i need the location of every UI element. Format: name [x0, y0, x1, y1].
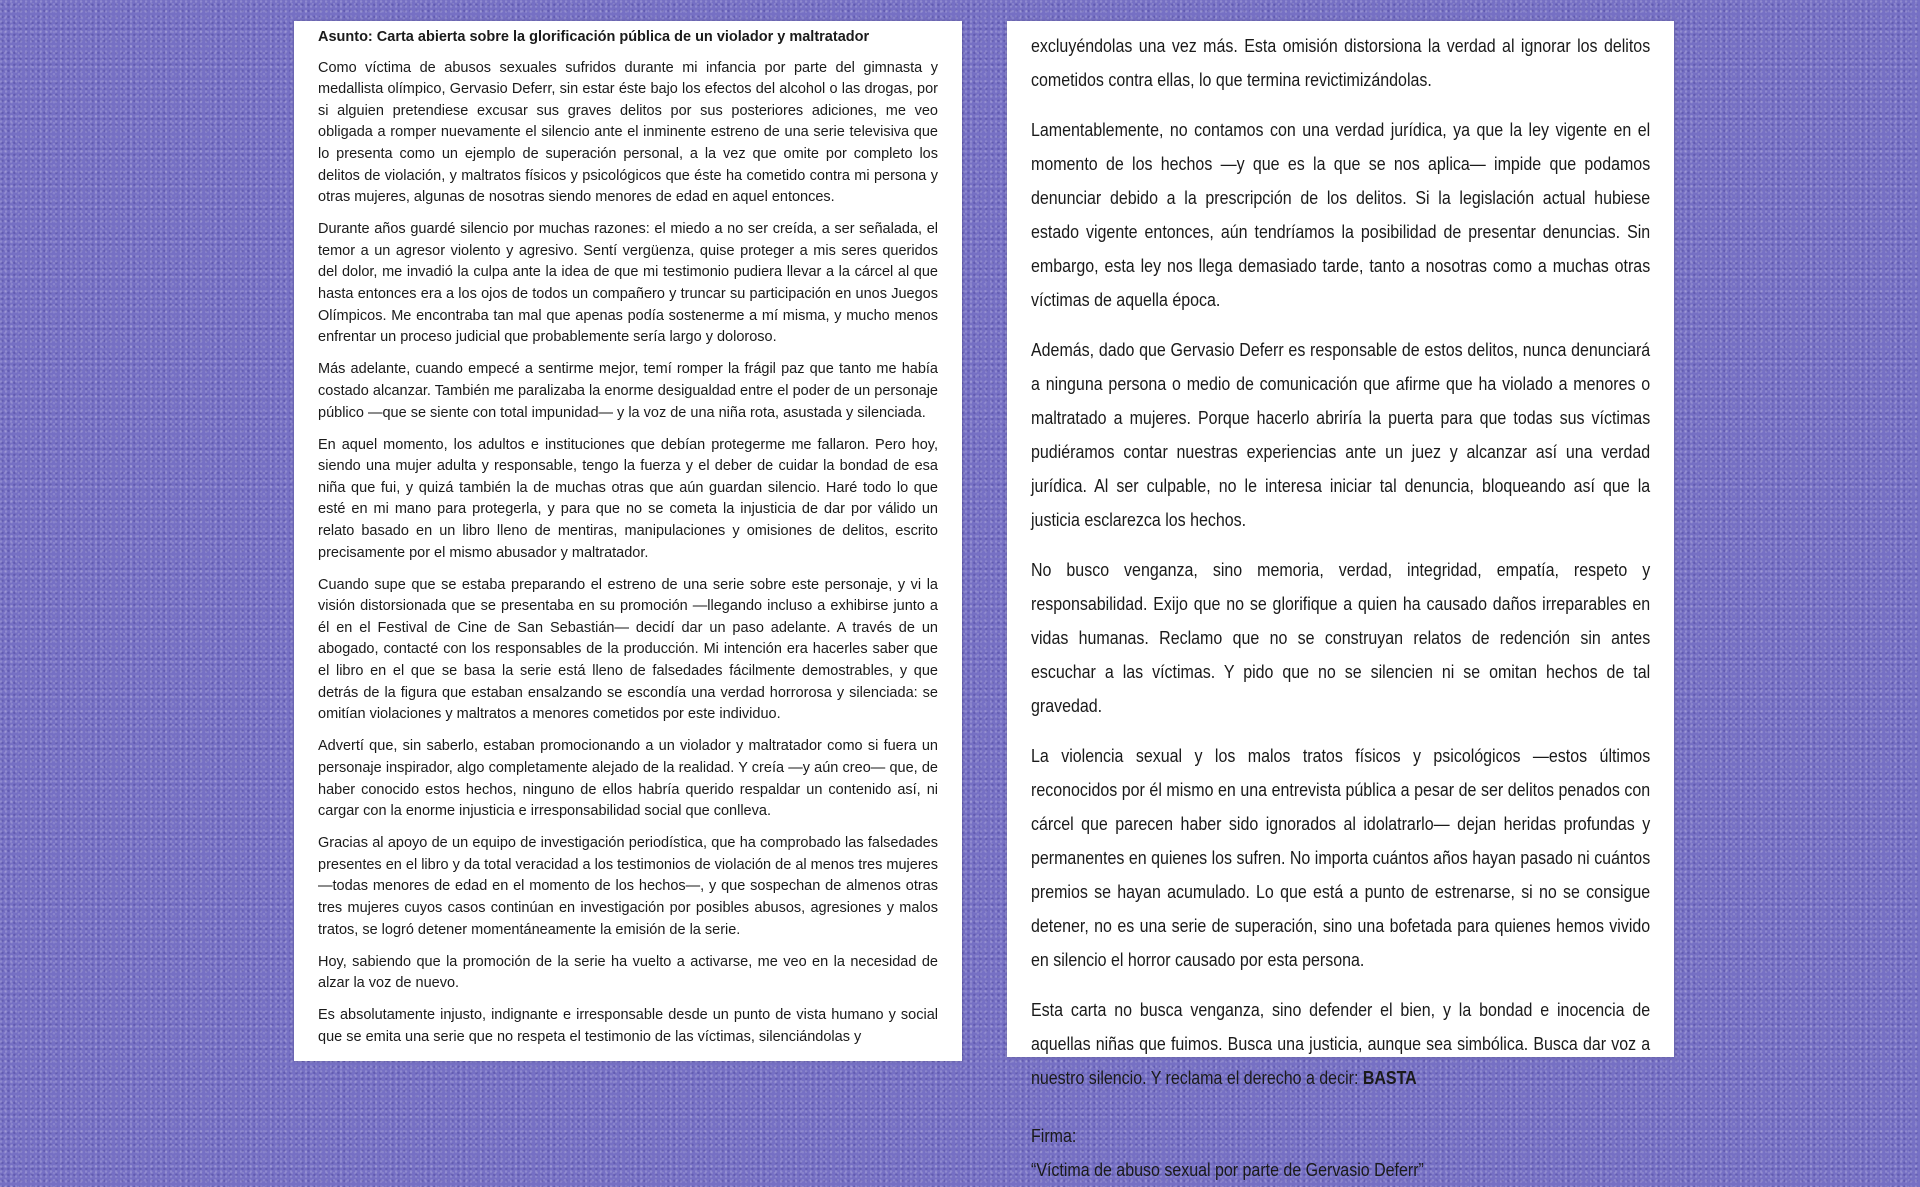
letter-page-left [294, 21, 962, 1061]
paragraph: Advertí que, sin saberlo, estaban promocionando a un violador y maltratador como si fuera un personaje inspirador, algo completamente alejado de la realidad. Y creía —y aún creo— que, de haber conocido estos hechos, ninguno de ellos habría querido respaldar un contenido así, ni cargar con la enorme injusticia e irresponsabilidad social que conlleva. [318, 738, 938, 820]
letter-page-right [1007, 21, 1674, 1180]
paragraph: Es absolutamente injusto, indignante e irresponsable desde un punto de vista humano y social que se emita una serie que no respeta el testimonio de las víctimas, silenciándolas y [318, 1007, 938, 1045]
closing-paragraph [1031, 993, 1650, 1095]
paragraph: excluyéndolas una vez más. Esta omisión distorsiona la verdad al ignorar los delitos cometidos contra ellas, lo que termina revictimizándolas. [1031, 35, 1651, 90]
letter-subject: Asunto: Carta abierta sobre la glorificación pública de un violador y maltratador [318, 29, 870, 45]
paragraph: No busco venganza, sino memoria, verdad, integridad, empatía, respeto y responsabilidad. Exijo que no se glorifique a quien ha causado daños irreparables en vidas humanas. Reclamo que no se construyan relatos de redención sin antes escuchar a las víctimas. Y pido que no se silencien ni se omitan hechos de tal gravedad. [1031, 559, 1651, 716]
paragraph: Más adelante, cuando empecé a sentirme mejor, temí romper la frágil paz que tanto me había costado alcanzar. También me paralizaba la enorme desigualdad entre el poder de un personaje público —que se siente con total impunidad— y la voz de una niña rota, asustada y silenciada. [318, 361, 938, 421]
paragraph: Además, dado que Gervasio Deferr es responsable de estos delitos, nunca denunciará a ninguna persona o medio de comunicación que afirme que ha violado a menores o maltratado a mujeres. Porque hacerlo abriría la puerta para que todas sus víctimas pudiéramos contar nuestras experiencias ante un juez y alcanzar así una verdad jurídica. Al ser culpable, no le interesa iniciar tal denuncia, bloqueando así que la justicia esclarezca los hechos. [1031, 339, 1651, 530]
closing-text: Esta carta no busca venganza, sino defender el bien, y la bondad e inocencia de aquellas niñas que fuimos. Busca una justicia, aunque sea simbólica. Busca dar voz a nuestro silencio. Y reclama el derecho a decir: [1031, 999, 1651, 1088]
paragraph: Durante años guardé silencio por muchas razones: el miedo a no ser creída, a ser señalada, el temor a un agresor violento y agresivo. Sentí vergüenza, quise proteger a mis seres queridos del dolor, me invadió la culpa ante la idea de que mi testimonio pudiera llevar a la cárcel al que hasta entonces era a los ojos de todos un compañero y truncar su participación en unos Juegos Olímpicos. Me encontraba tan mal que apenas podía sostenerme a mí misma, y mucho menos enfrentar un proceso judicial que probablemente sería largo y doloroso. [318, 221, 938, 346]
paragraph: Gracias al apoyo de un equipo de investigación periodística, que ha comprobado las falsedades presentes en el libro y da total veracidad a los testimonios de violación de al menos tres mujeres —todas menores de edad en el momento de los hechos—, y que sospechan de almenos otras tres mujeres cuyos casos continúan en investigación por posibles abusos, agresiones y malos tratos, se logró detener momentáneamente la emisión de la serie. [318, 835, 938, 938]
paragraph: Cuando supe que se estaba preparando el estreno de una serie sobre este personaje, y vi la visión distorsionada que se presentaba en su promoción —llegando incluso a exhibirse junto a él en el Festival de Cine de San Sebastián— decidí dar un paso adelante. A través de un abogado, contacté con los responsables de la producción. Mi intención era hacerles saber que el libro en el que se basa la serie está lleno de falsedades fácilmente demostrables, y que detrás de la figura que estaban ensalzando se escondía una verdad horrorosa y silenciada: se omitían violaciones y maltratos a menores cometidos por este individuo. [318, 576, 938, 723]
signature-text: “Víctima de abuso sexual por parte de Gervasio Deferr” [1031, 1159, 1424, 1180]
paragraph: Como víctima de abusos sexuales sufridos durante mi infancia por parte del gimnasta y medallista olímpico, Gervasio Deferr, sin estar éste bajo los efectos del alcohol o las drogas, por si alguien pretendiese excusar sus graves delitos por sus posteriores adiciones, me veo obligada a romper nuevamente el silencio ante el inminente estreno de una serie televisiva que lo presenta como un ejemplo de superación personal, a la vez que omite por completo los delitos de violación, y maltratos físicos y psicológicos que éste ha cometido contra mi persona y otras mujeres, algunas de nosotras siendo menores de edad en aquel entonces. [318, 59, 938, 206]
signature-label: Firma: [1031, 1125, 1077, 1146]
paragraph: En aquel momento, los adultos e instituciones que debían protegerme me fallaron. Pero hoy, siendo una mujer adulta y responsable, tengo la fuerza y el deber de cuidar la bondad de esa niña que fui, y quizá también la de muchas otras que aún guardan silencio. Haré todo lo que esté en mi mano para protegerla, y para que no se cometa la injusticia de dar por válido un relato basado en un libro lleno de mentiras, manipulaciones y omisiones de delitos, escrito precisamente por el mismo abusador y maltratador. [318, 436, 938, 561]
paragraph: La violencia sexual y los malos tratos físicos y psicológicos —estos últimos reconocidos por él mismo en una entrevista pública a pesar de ser delitos penados con cárcel que parecen haber sido ignorados al idolatrarlo— dejan heridas profundas y permanentes en quienes los sufren. No importa cuántos años hayan pasado ni cuántos premios se hayan acumulado. Lo que está a punto de estrenarse, si no se consigue detener, no es una serie de superación, sino una bofetada para quienes hemos vivido en silencio el horror causado por esta persona. [1031, 745, 1651, 970]
closing-emphasis: BASTA [1362, 1067, 1417, 1088]
paragraph: Lamentablemente, no contamos con una verdad jurídica, ya que la ley vigente en el momento de los hechos —y que es la que se nos aplica— impide que podamos denunciar debido a la prescripción de los delitos. Si la legislación actual hubiese estado vigente entonces, aún tendríamos la posibilidad de presentar denuncias. Sin embargo, esta ley nos llega demasiado tarde, tanto a nosotras como a muchas otras víctimas de aquella época. [1031, 119, 1651, 310]
paragraph: Hoy, sabiendo que la promoción de la serie ha vuelto a activarse, me veo en la necesidad de alzar la voz de nuevo. [318, 953, 938, 992]
signature-block [1031, 1119, 1650, 1187]
